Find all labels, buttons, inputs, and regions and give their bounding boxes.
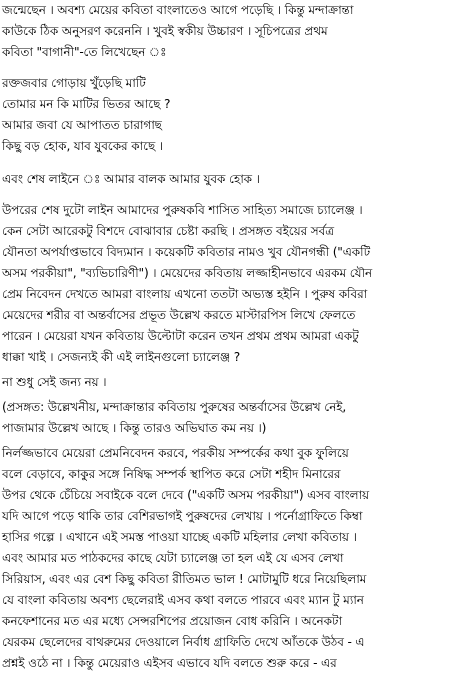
text-line: হাসির গল্পে । এখানে এই সমস্ত পাওয়া যাচ্ছে একটি মহিলার লেখা কবিতায় । <box>2 530 357 544</box>
text-line: যে বাংলা কবিতায় অবশ্য ছেলেরাই এসব কথা বলতে পারবে এবং ম্যান টু ম্যান <box>2 593 364 607</box>
poem-line: তোমার মন কি মাটির ভিতর আছে ? <box>2 97 171 111</box>
spacer <box>2 63 454 73</box>
text-line: উপরের শেষ দুটো লাইন আমাদের পুরুষকবি শাসিত সাহিত্য সমাজে চ্যালেঞ্জ । <box>2 203 363 217</box>
text-line: মেয়েদের শরীর বা অন্তর্বাসের প্রভূত উল্লেখ করতে মাস্টারপিস লিখে ফেলতে <box>2 308 356 322</box>
text-line: কনফেশানের মত এর মধ্যে সেন্সরশিপের প্রয়োজন বোধ করিনি । অনেকটা <box>2 614 342 628</box>
last-line-paragraph <box>2 169 454 190</box>
text-line: ধাক্কা খাই । সেজন্যই কী এই লাইনগুলো চ্যালেঞ্জ ? <box>2 350 241 364</box>
text-line: কবিতা "বাগানী"-তে লিখেছেন ঃ <box>2 45 167 59</box>
spacer <box>2 190 454 200</box>
text-line: যদি আগে পড়ে থাকি তার বেশিরভাগই পুরুষদের লেখায় । পর্নোগ্রাফিতে কিম্বা <box>2 509 363 523</box>
text-line: বলে বেড়াবে, কাকুর সঙ্গে নিষিদ্ধ সম্পর্ক স্থাপিত করে সেটা শহীদ মিনারের <box>2 467 341 481</box>
not-only-paragraph <box>2 372 454 393</box>
text-line: (প্রসঙ্গত: উল্লেখনীয়, মন্দাক্রান্তার কবিতায় পুরুষের অন্তর্বাসের উল্লেখ নেই, <box>2 400 347 414</box>
text-line: কেন সেটা আরেকটু বিশদে বোঝাবার চেষ্টা করছি । প্রসঙ্গত বইয়ের সর্বত্র <box>2 224 334 238</box>
text-line: যেরকম ছেলেদের বাথরুমের দেওয়ালে নির্বাধ গ্রাফিতি দেখে আঁতকে উঠব - এ <box>2 635 365 649</box>
poem-line: রক্তজবার গোড়ায় খুঁড়েছি মাটি <box>2 76 146 90</box>
poem-block <box>2 73 454 157</box>
text-line: অসম পরকীয়া", "ব্যভিচারিণী") । মেয়েদের কবিতায় লজ্জাহীনভাবে এরকম যৌন <box>2 266 373 280</box>
text-line: এবং শেষ লাইনে ঃ আমার বালক আমার যুবক হোক । <box>2 172 260 186</box>
text-line: এবং আমার মত পাঠকদের কাছে যেটা চ্যালেঞ্জ তা হল এই যে এসব লেখা <box>2 551 344 565</box>
text-line: সিরিয়াস, এবং এর বেশ কিছু কবিতা রীতিমত ভাল ! মোটামুটি ধরে নিয়েছিলাম <box>2 572 367 586</box>
text-line: জন্মেছেন । অবশ্য মেয়ের কবিতা বাংলাতেও আগে পড়েছি । কিন্তু মন্দাক্রান্তা <box>2 3 354 17</box>
poem-line: আমার জবা যে আপাতত চারাগাছ <box>2 118 162 132</box>
text-line: প্রশ্নই ওঠে না । কিন্তু মেয়েরাও এইসব এভাবে যদি বলতে শুরু করে - এর <box>2 656 337 670</box>
challenge-paragraph <box>2 200 454 368</box>
aside-paragraph <box>2 397 454 439</box>
intro-paragraph <box>2 0 454 63</box>
poem-line: কিছু বড় হোক, যাব যুবকের কাছে । <box>2 139 163 153</box>
text-line: উপর থেকে চেঁচিয়ে সবাইকে বলে দেবে ("একটি অসম পরকীয়া") এসব বাংলায় <box>2 488 370 502</box>
text-line: না শুধু সেই জন্য নয় । <box>2 375 107 389</box>
spacer <box>2 157 454 169</box>
text-line: পাজামার উল্লেখ আছে । কিন্তু তারও অভিঘাত কম নয় ।) <box>2 421 267 435</box>
closing-paragraph <box>2 443 454 674</box>
text-line: প্রেম নিবেদন দেখতে আমরা বাংলায় এখনো ততটা অভ্যস্ত হইনি । পুরুষ কবিরা <box>2 287 368 301</box>
text-line: পারেন । মেয়েরা যখন কবিতায় উল্টোটা করেন তখন প্রথম প্রথম আমরা একটু <box>2 329 359 343</box>
text-line: নির্লজ্জভাবে মেয়েরা প্রেমনিবেদন করবে, পরকীয় সম্পর্কের কথা বুক ফুলিয়ে <box>2 446 349 460</box>
text-line: যৌনতা অপর্যাপ্তভাবে বিদ্যমান । কয়েকটি কবিতার নামও খুব যৌনগন্ধী ("একটি <box>2 245 371 259</box>
text-line: কাউকে ঠিক অনুসরণ করেননি । খুবই স্বকীয় উচ্চারণ । সূচিপত্রের প্রথম <box>2 24 328 38</box>
